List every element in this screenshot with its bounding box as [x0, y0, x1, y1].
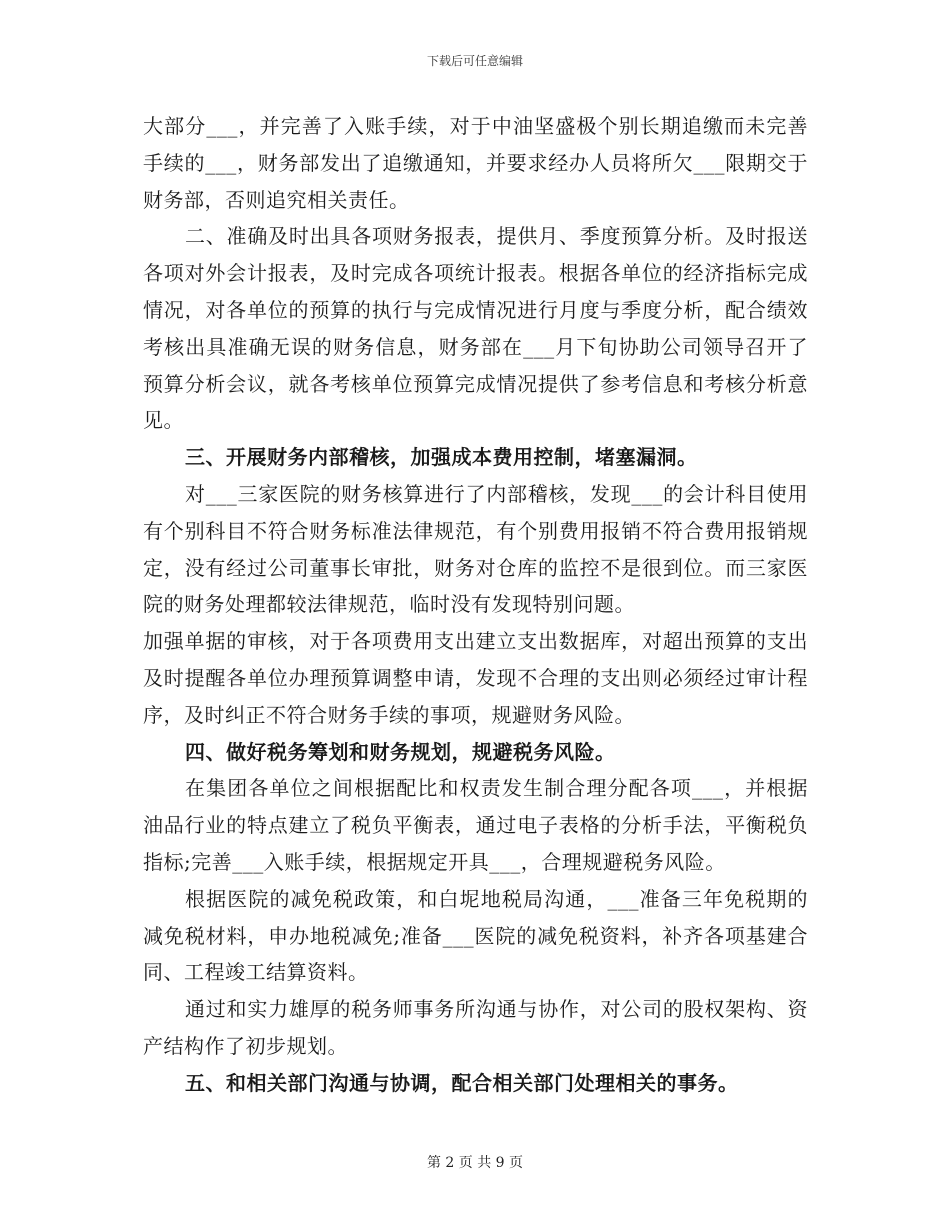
paragraph-6: 根据医院的减免税政策，和白坭地税局沟通，___准备三年免税期的减免税材料，申办地税减免;准备___医院的减免税资料，补齐各项基建合同、工程竣工结算资料。: [143, 886, 808, 985]
section-heading-5: 五、和相关部门沟通与协调，配合相关部门处理相关的事务。: [185, 1070, 739, 1095]
paragraph-1: 大部分___，并完善了入账手续，对于中油坚盛极个别长期追缴而未完善手续的___，财务部发出了追缴通知，并要求经办人员将所欠___限期交于财务部，否则追究相关责任。: [143, 114, 808, 212]
paragraph-3: 对___三家医院的财务核算进行了内部稽核，发现___的会计科目使用有个别科目不符合财务标准法律规范，有个别费用报销不符合费用报销规定，没有经过公司董事长审批，财务对仓库的监控不是很到位。而三家医院的财务处理都较法律规范，临时没有发现特别问题。: [143, 481, 808, 617]
section-heading-4: 四、做好税务筹划和财务规划，规避税务风险。: [185, 739, 616, 764]
paragraph-5: 在集团各单位之间根据配比和权责发生制合理分配各项___，并根据油品行业的特点建立了税负平衡表，通过电子表格的分析手法，平衡税负指标;完善___入账手续，根据规定开具___，合理规避税务风险。: [143, 776, 808, 874]
document-body: [143, 108, 808, 1102]
paragraph-2: 二、准确及时出具各项财务报表，提供月、季度预算分析。及时报送各项对外会计报表，及时完成各项统计报表。根据各单位的经济指标完成情况，对各单位的预算的执行与完成情况进行月度与季度分析，配合绩效考核出具准确无误的财务信息，财务部在___月下旬协助公司领导召开了预算分析会议，就各考核单位预算完成情况提供了参考信息和考核分析意见。: [143, 224, 808, 433]
paragraph-4: 加强单据的审核，对于各项费用支出建立支出数据库，对超出预算的支出及时提醒各单位办理预算调整申请，发现不合理的支出则必须经过审计程序，及时纠正不符合财务手续的事项，规避财务风险。: [143, 629, 808, 727]
paragraph-7: 通过和实力雄厚的税务师事务所沟通与协作，对公司的股权架构、资产结构作了初步规划。: [143, 997, 808, 1058]
section-heading-3: 三、开展财务内部稽核，加强成本费用控制，堵塞漏洞。: [185, 445, 698, 470]
page-header: 下载后可任意编辑: [426, 54, 523, 68]
page-footer: 第 2 页 共 9 页: [426, 1155, 524, 1171]
